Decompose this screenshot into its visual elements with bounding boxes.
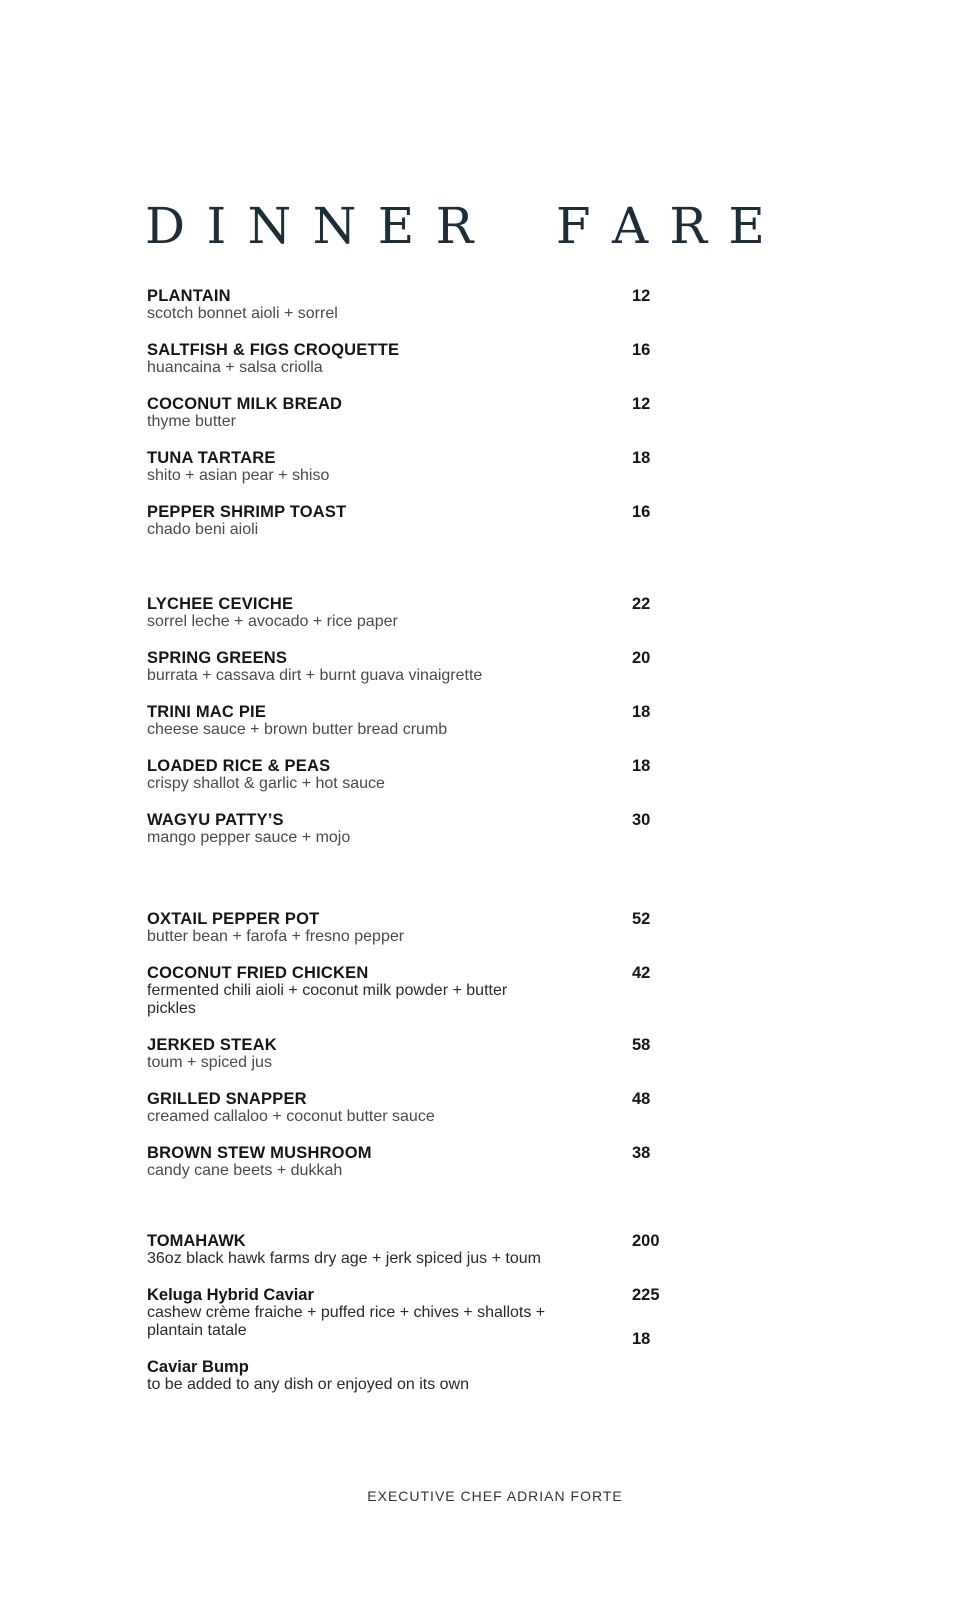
item-description: burrata + cassava dirt + burnt guava vinaigrette xyxy=(147,667,483,684)
item-name: PEPPER SHRIMP TOAST xyxy=(147,503,347,521)
item-price: 16 xyxy=(632,341,651,359)
menu-item xyxy=(147,449,707,503)
item-description: creamed callaloo + coconut butter sauce xyxy=(147,1108,435,1125)
item-price: 12 xyxy=(632,395,651,413)
item-description: scotch bonnet aioli + sorrel xyxy=(147,305,338,322)
item-price: 200 xyxy=(632,1232,660,1250)
menu-item xyxy=(147,1144,707,1198)
item-description: butter bean + farofa + fresno pepper xyxy=(147,928,405,945)
item-description: 36oz black hawk farms dry age + jerk spiced jus + toum xyxy=(147,1250,541,1267)
item-description: fermented chili aioli + coconut milk powder + butter xyxy=(147,982,508,999)
menu-title xyxy=(145,196,765,256)
item-price: 30 xyxy=(632,811,651,829)
item-description-continued: pickles xyxy=(147,1000,196,1017)
menu-item xyxy=(147,341,707,395)
menu-item xyxy=(147,1286,707,1358)
item-name: Caviar Bump xyxy=(147,1358,249,1376)
item-price: 42 xyxy=(632,964,651,982)
item-name: PLANTAIN xyxy=(147,287,231,305)
title-letter: E xyxy=(377,197,415,255)
menu-item xyxy=(147,1232,707,1286)
item-name: TOMAHAWK xyxy=(147,1232,246,1250)
item-description: thyme butter xyxy=(147,413,236,430)
item-description: shito + asian pear + shiso xyxy=(147,467,330,484)
menu-item xyxy=(147,503,707,557)
item-price: 18 xyxy=(632,757,651,775)
title-letter: I xyxy=(206,197,227,255)
item-price: 48 xyxy=(632,1090,651,1108)
menu-section-large-plates xyxy=(147,910,707,1198)
item-name: LYCHEE CEVICHE xyxy=(147,595,294,613)
menu-item xyxy=(147,1090,707,1144)
item-description: chado beni aioli xyxy=(147,521,259,538)
menu-section-small-plates xyxy=(147,287,707,557)
menu-item xyxy=(147,1358,707,1412)
item-name: BROWN STEW MUSHROOM xyxy=(147,1144,372,1162)
title-letter: A xyxy=(611,197,649,255)
item-description: cashew crème fraiche + puffed rice + chives + shallots + xyxy=(147,1304,546,1321)
item-name: SPRING GREENS xyxy=(147,649,288,667)
menu-item xyxy=(147,757,707,811)
menu-item xyxy=(147,910,707,964)
item-description-continued: plantain tatale xyxy=(147,1322,247,1339)
item-price: 18 xyxy=(632,1330,651,1348)
menu-item xyxy=(147,395,707,449)
item-description: sorrel leche + avocado + rice paper xyxy=(147,613,398,630)
item-price: 52 xyxy=(632,910,651,928)
item-name: WAGYU PATTY’S xyxy=(147,811,284,829)
menu-item xyxy=(147,811,707,865)
item-price: 16 xyxy=(632,503,651,521)
title-letter: N xyxy=(247,197,292,255)
item-price: 38 xyxy=(632,1144,651,1162)
chef-credit: EXECUTIVE CHEF ADRIAN FORTE xyxy=(367,1488,623,1504)
item-name: TRINI MAC PIE xyxy=(147,703,267,721)
item-name: COCONUT MILK BREAD xyxy=(147,395,343,413)
item-description: candy cane beets + dukkah xyxy=(147,1162,343,1179)
item-name: OXTAIL PEPPER POT xyxy=(147,910,320,928)
item-description: huancaina + salsa criolla xyxy=(147,359,323,376)
menu-section-medium-plates xyxy=(147,595,707,865)
menu-item xyxy=(147,287,707,341)
menu-section-specials xyxy=(147,1232,707,1412)
item-description: toum + spiced jus xyxy=(147,1054,272,1071)
menu-item xyxy=(147,964,707,1036)
menu-item xyxy=(147,1036,707,1090)
menu-item xyxy=(147,649,707,703)
item-name: Keluga Hybrid Caviar xyxy=(147,1286,314,1304)
title-letter: D xyxy=(145,197,186,255)
item-description: cheese sauce + brown butter bread crumb xyxy=(147,721,448,738)
item-name: JERKED STEAK xyxy=(147,1036,277,1054)
title-letter: E xyxy=(728,197,765,255)
menu-item xyxy=(147,595,707,649)
title-letter: F xyxy=(555,197,591,255)
item-description: mango pepper sauce + mojo xyxy=(147,829,351,846)
item-description: to be added to any dish or enjoyed on its own xyxy=(147,1376,469,1393)
item-price: 225 xyxy=(632,1286,660,1304)
title-letter: R xyxy=(669,197,708,255)
item-price: 18 xyxy=(632,449,651,467)
item-name: LOADED RICE & PEAS xyxy=(147,757,331,775)
item-name: SALTFISH & FIGS CROQUETTE xyxy=(147,341,400,359)
title-letter: N xyxy=(312,197,357,255)
menu-item xyxy=(147,703,707,757)
item-name: GRILLED SNAPPER xyxy=(147,1090,307,1108)
item-price: 22 xyxy=(632,595,651,613)
item-name: TUNA TARTARE xyxy=(147,449,276,467)
item-description: crispy shallot & garlic + hot sauce xyxy=(147,775,385,792)
item-price: 12 xyxy=(632,287,651,305)
item-name: COCONUT FRIED CHICKEN xyxy=(147,964,369,982)
title-letter: R xyxy=(435,197,474,255)
item-price: 58 xyxy=(632,1036,651,1054)
item-price: 18 xyxy=(632,703,651,721)
item-price: 20 xyxy=(632,649,651,667)
